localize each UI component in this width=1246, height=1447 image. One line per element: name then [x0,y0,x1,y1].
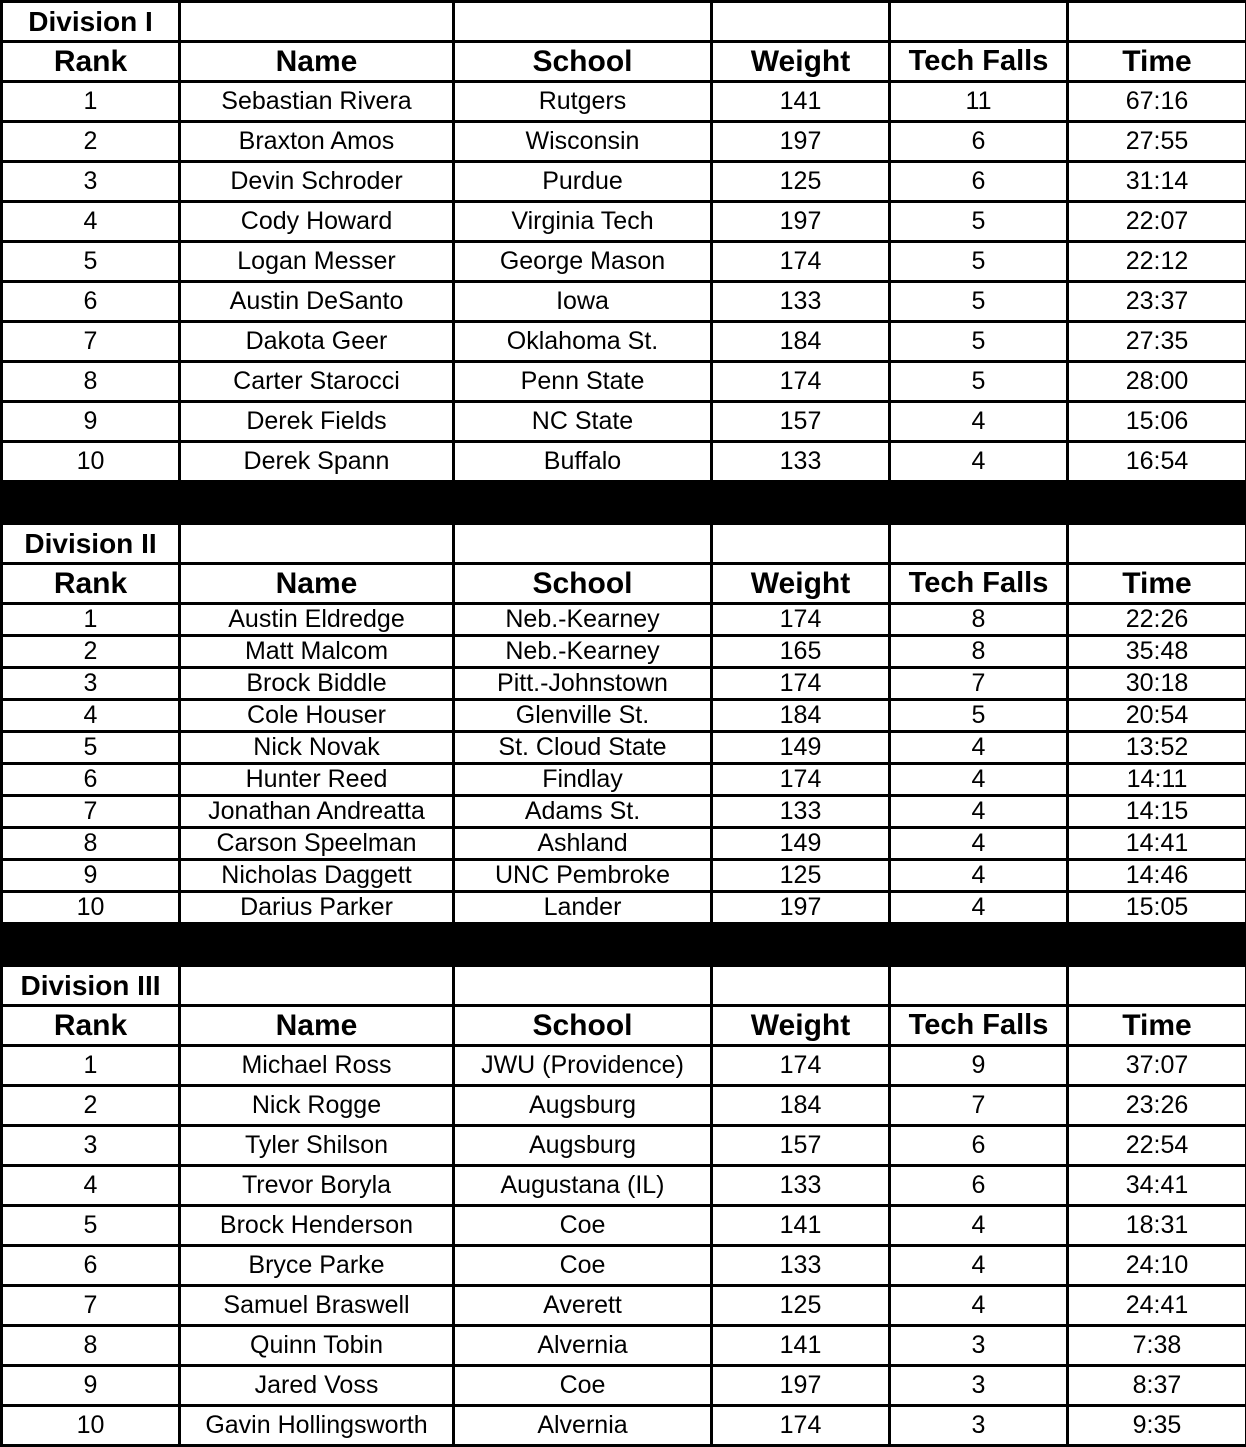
cell-weight: 141 [712,1326,890,1366]
cell-school: Lander [454,892,712,924]
cell-weight: 174 [712,1406,890,1446]
table-row [2,322,1246,362]
table-row [2,1126,1246,1166]
cell-time: 35:48 [1068,636,1246,668]
cell-weight: 125 [712,162,890,202]
cell-time: 24:10 [1068,1246,1246,1286]
table-row [2,764,1246,796]
cell-weight: 157 [712,402,890,442]
cell-school: Adams St. [454,796,712,828]
empty-cell [712,2,890,42]
cell-weight: 174 [712,604,890,636]
cell-name: Hunter Reed [180,764,454,796]
cell-school: Iowa [454,282,712,322]
empty-cell [454,2,712,42]
cell-school: Virginia Tech [454,202,712,242]
cell-rank: 9 [2,402,180,442]
cell-school: Alvernia [454,1406,712,1446]
cell-weight: 197 [712,202,890,242]
division-title: Division II [2,524,180,564]
cell-name: Tyler Shilson [180,1126,454,1166]
cell-time: 22:07 [1068,202,1246,242]
empty-cell [180,2,454,42]
cell-tech-falls: 3 [890,1326,1068,1366]
cell-school: Wisconsin [454,122,712,162]
cell-tech-falls: 4 [890,1206,1068,1246]
cell-rank: 2 [2,1086,180,1126]
table-row [2,604,1246,636]
cell-name: Dakota Geer [180,322,454,362]
empty-cell [890,966,1068,1006]
column-header-tech-falls: Tech Falls [890,564,1068,604]
cell-rank: 5 [2,242,180,282]
cell-weight: 184 [712,700,890,732]
separator-cell [712,482,890,524]
column-header-name: Name [180,564,454,604]
cell-rank: 3 [2,668,180,700]
cell-tech-falls: 4 [890,892,1068,924]
column-header-time: Time [1068,42,1246,82]
cell-weight: 141 [712,1206,890,1246]
cell-tech-falls: 6 [890,1126,1068,1166]
column-header-weight: Weight [712,1006,890,1046]
cell-school: Coe [454,1246,712,1286]
table-row [2,362,1246,402]
cell-school: Penn State [454,362,712,402]
cell-school: Neb.-Kearney [454,604,712,636]
column-header-school: School [454,1006,712,1046]
cell-name: Quinn Tobin [180,1326,454,1366]
column-header-weight: Weight [712,564,890,604]
cell-weight: 149 [712,828,890,860]
cell-school: NC State [454,402,712,442]
division-title-row [2,966,1246,1006]
cell-name: Carter Starocci [180,362,454,402]
cell-school: Averett [454,1286,712,1326]
cell-rank: 5 [2,1206,180,1246]
cell-rank: 8 [2,362,180,402]
cell-tech-falls: 4 [890,442,1068,482]
cell-school: Coe [454,1206,712,1246]
cell-tech-falls: 4 [890,796,1068,828]
cell-weight: 141 [712,82,890,122]
cell-school: Buffalo [454,442,712,482]
cell-school: Oklahoma St. [454,322,712,362]
division-title-row [2,524,1246,564]
cell-weight: 197 [712,122,890,162]
cell-school: Findlay [454,764,712,796]
cell-time: 30:18 [1068,668,1246,700]
cell-name: Darius Parker [180,892,454,924]
cell-time: 22:26 [1068,604,1246,636]
separator-cell [1068,482,1246,524]
table-row [2,1286,1246,1326]
table-row [2,282,1246,322]
cell-time: 23:37 [1068,282,1246,322]
cell-time: 14:15 [1068,796,1246,828]
cell-tech-falls: 6 [890,122,1068,162]
cell-rank: 6 [2,1246,180,1286]
cell-tech-falls: 8 [890,636,1068,668]
cell-weight: 133 [712,1166,890,1206]
cell-name: Braxton Amos [180,122,454,162]
table-row [2,860,1246,892]
table-row [2,796,1246,828]
cell-rank: 10 [2,1406,180,1446]
cell-rank: 1 [2,604,180,636]
cell-tech-falls: 4 [890,860,1068,892]
cell-rank: 6 [2,764,180,796]
table-row [2,700,1246,732]
cell-school: UNC Pembroke [454,860,712,892]
division-title: Division I [2,2,180,42]
cell-tech-falls: 4 [890,1286,1068,1326]
cell-name: Austin DeSanto [180,282,454,322]
cell-time: 31:14 [1068,162,1246,202]
section-separator [2,924,1246,966]
cell-tech-falls: 5 [890,700,1068,732]
cell-name: Gavin Hollingsworth [180,1406,454,1446]
cell-name: Derek Fields [180,402,454,442]
column-header-tech-falls: Tech Falls [890,42,1068,82]
cell-time: 8:37 [1068,1366,1246,1406]
empty-cell [1068,524,1246,564]
empty-cell [712,524,890,564]
separator-cell [2,924,180,966]
column-header-school: School [454,564,712,604]
cell-weight: 133 [712,796,890,828]
cell-weight: 157 [712,1126,890,1166]
cell-time: 7:38 [1068,1326,1246,1366]
cell-school: Augsburg [454,1086,712,1126]
cell-time: 27:55 [1068,122,1246,162]
cell-time: 20:54 [1068,700,1246,732]
cell-name: Bryce Parke [180,1246,454,1286]
section-separator [2,482,1246,524]
table-row [2,1166,1246,1206]
column-header-rank: Rank [2,564,180,604]
cell-tech-falls: 8 [890,604,1068,636]
cell-tech-falls: 4 [890,764,1068,796]
cell-rank: 10 [2,892,180,924]
table-row [2,892,1246,924]
cell-rank: 1 [2,1046,180,1086]
separator-cell [454,924,712,966]
separator-cell [890,924,1068,966]
cell-tech-falls: 5 [890,202,1068,242]
cell-rank: 4 [2,1166,180,1206]
table-row [2,1046,1246,1086]
cell-rank: 6 [2,282,180,322]
cell-time: 18:31 [1068,1206,1246,1246]
cell-tech-falls: 7 [890,1086,1068,1126]
cell-tech-falls: 5 [890,322,1068,362]
cell-name: Brock Henderson [180,1206,454,1246]
cell-name: Michael Ross [180,1046,454,1086]
cell-time: 13:52 [1068,732,1246,764]
cell-rank: 4 [2,700,180,732]
cell-time: 14:41 [1068,828,1246,860]
cell-tech-falls: 4 [890,828,1068,860]
column-header-school: School [454,42,712,82]
column-header-rank: Rank [2,42,180,82]
cell-name: Brock Biddle [180,668,454,700]
cell-name: Cody Howard [180,202,454,242]
division-title-row [2,2,1246,42]
table-row [2,636,1246,668]
column-header-name: Name [180,42,454,82]
cell-name: Carson Speelman [180,828,454,860]
cell-school: Coe [454,1366,712,1406]
cell-name: Logan Messer [180,242,454,282]
cell-tech-falls: 4 [890,732,1068,764]
cell-name: Trevor Boryla [180,1166,454,1206]
empty-cell [454,966,712,1006]
cell-tech-falls: 11 [890,82,1068,122]
table-row [2,1406,1246,1446]
column-header-time: Time [1068,1006,1246,1046]
empty-cell [712,966,890,1006]
cell-name: Devin Schroder [180,162,454,202]
column-header-weight: Weight [712,42,890,82]
cell-time: 14:46 [1068,860,1246,892]
cell-school: Ashland [454,828,712,860]
cell-weight: 184 [712,322,890,362]
table-row [2,202,1246,242]
table-row [2,1366,1246,1406]
table-row [2,828,1246,860]
cell-rank: 8 [2,1326,180,1366]
separator-cell [890,482,1068,524]
cell-school: George Mason [454,242,712,282]
cell-tech-falls: 7 [890,668,1068,700]
table-body [2,2,1246,1446]
cell-name: Jared Voss [180,1366,454,1406]
column-header-row [2,564,1246,604]
table-row [2,242,1246,282]
cell-rank: 7 [2,1286,180,1326]
cell-tech-falls: 6 [890,162,1068,202]
cell-rank: 2 [2,122,180,162]
cell-rank: 7 [2,796,180,828]
column-header-tech-falls: Tech Falls [890,1006,1068,1046]
column-header-name: Name [180,1006,454,1046]
cell-weight: 174 [712,1046,890,1086]
separator-cell [1068,924,1246,966]
cell-weight: 133 [712,1246,890,1286]
cell-name: Nick Rogge [180,1086,454,1126]
table-row [2,82,1246,122]
empty-cell [454,524,712,564]
cell-weight: 174 [712,242,890,282]
cell-school: JWU (Providence) [454,1046,712,1086]
cell-time: 9:35 [1068,1406,1246,1446]
cell-name: Matt Malcom [180,636,454,668]
cell-tech-falls: 5 [890,362,1068,402]
cell-rank: 10 [2,442,180,482]
cell-rank: 5 [2,732,180,764]
table-row [2,442,1246,482]
cell-tech-falls: 3 [890,1406,1068,1446]
cell-time: 24:41 [1068,1286,1246,1326]
cell-name: Nicholas Daggett [180,860,454,892]
empty-cell [1068,966,1246,1006]
cell-weight: 149 [712,732,890,764]
cell-tech-falls: 5 [890,242,1068,282]
empty-cell [890,524,1068,564]
cell-name: Cole Houser [180,700,454,732]
cell-weight: 174 [712,764,890,796]
cell-name: Austin Eldredge [180,604,454,636]
cell-weight: 165 [712,636,890,668]
empty-cell [1068,2,1246,42]
table-row [2,122,1246,162]
cell-time: 28:00 [1068,362,1246,402]
empty-cell [180,524,454,564]
cell-weight: 174 [712,668,890,700]
cell-rank: 9 [2,1366,180,1406]
cell-time: 22:12 [1068,242,1246,282]
cell-name: Nick Novak [180,732,454,764]
cell-tech-falls: 9 [890,1046,1068,1086]
cell-time: 27:35 [1068,322,1246,362]
cell-name: Jonathan Andreatta [180,796,454,828]
cell-school: Augsburg [454,1126,712,1166]
cell-weight: 197 [712,892,890,924]
cell-tech-falls: 4 [890,402,1068,442]
cell-time: 34:41 [1068,1166,1246,1206]
separator-cell [454,482,712,524]
cell-school: Alvernia [454,1326,712,1366]
table-row [2,1326,1246,1366]
cell-time: 14:11 [1068,764,1246,796]
cell-weight: 174 [712,362,890,402]
cell-rank: 7 [2,322,180,362]
cell-time: 23:26 [1068,1086,1246,1126]
separator-cell [2,482,180,524]
cell-school: Rutgers [454,82,712,122]
table-row [2,402,1246,442]
table-row [2,732,1246,764]
cell-school: Glenville St. [454,700,712,732]
table-row [2,1086,1246,1126]
cell-rank: 8 [2,828,180,860]
cell-weight: 125 [712,860,890,892]
table-row [2,668,1246,700]
empty-cell [890,2,1068,42]
table-row [2,1246,1246,1286]
division-title: Division III [2,966,180,1006]
cell-time: 22:54 [1068,1126,1246,1166]
cell-tech-falls: 6 [890,1166,1068,1206]
table-row [2,162,1246,202]
column-header-row [2,42,1246,82]
cell-time: 15:05 [1068,892,1246,924]
cell-rank: 4 [2,202,180,242]
cell-name: Sebastian Rivera [180,82,454,122]
cell-weight: 184 [712,1086,890,1126]
cell-tech-falls: 4 [890,1246,1068,1286]
cell-rank: 3 [2,162,180,202]
cell-weight: 133 [712,282,890,322]
cell-weight: 197 [712,1366,890,1406]
cell-time: 67:16 [1068,82,1246,122]
column-header-time: Time [1068,564,1246,604]
cell-time: 16:54 [1068,442,1246,482]
cell-school: Neb.-Kearney [454,636,712,668]
column-header-row [2,1006,1246,1046]
cell-rank: 1 [2,82,180,122]
cell-school: St. Cloud State [454,732,712,764]
cell-name: Derek Spann [180,442,454,482]
cell-school: Purdue [454,162,712,202]
cell-time: 15:06 [1068,402,1246,442]
empty-cell [180,966,454,1006]
separator-cell [180,482,454,524]
cell-rank: 9 [2,860,180,892]
cell-rank: 3 [2,1126,180,1166]
cell-school: Pitt.-Johnstown [454,668,712,700]
separator-cell [712,924,890,966]
cell-tech-falls: 5 [890,282,1068,322]
cell-name: Samuel Braswell [180,1286,454,1326]
cell-school: Augustana (IL) [454,1166,712,1206]
column-header-rank: Rank [2,1006,180,1046]
table-row [2,1206,1246,1246]
cell-rank: 2 [2,636,180,668]
cell-weight: 133 [712,442,890,482]
separator-cell [180,924,454,966]
cell-time: 37:07 [1068,1046,1246,1086]
cell-weight: 125 [712,1286,890,1326]
cell-tech-falls: 3 [890,1366,1068,1406]
